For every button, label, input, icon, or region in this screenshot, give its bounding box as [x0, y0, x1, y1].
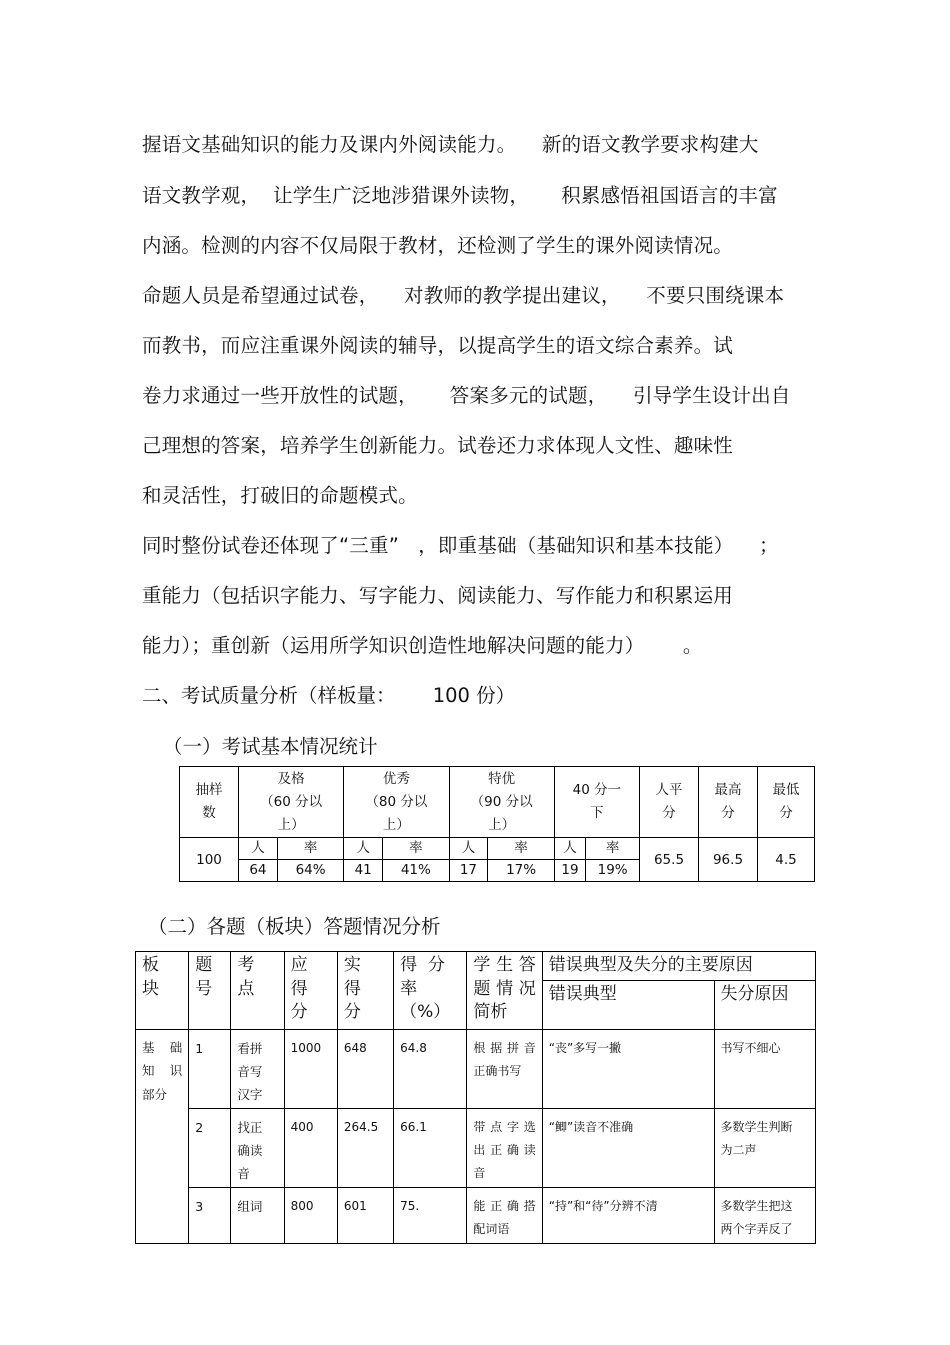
cell-below40-people: 19: [554, 860, 585, 882]
header-rate: 率: [488, 838, 554, 860]
header-score-rate: 得 分 率 （%）: [394, 952, 467, 1030]
paragraph-line: 语文教学观， 让学生广泛地涉猎课外读物， 积累感悟祖国语言的丰富: [142, 184, 778, 207]
cell-answer-analysis: 带点字选 出正确读 音: [467, 1108, 542, 1187]
header-typical-error: 错误典型: [542, 980, 714, 1029]
paragraph-line: 而教书，而应注重课外阅读的辅导，以提高学生的语文综合素养。试: [142, 334, 734, 357]
cell-actual-score: 264.5: [337, 1108, 393, 1187]
paragraph-line: 命题人员是希望通过试卷， 对教师的教学提出建议， 不要只围绕课本: [142, 284, 785, 307]
header-rate: 率: [277, 838, 343, 860]
header-min: 最低 分: [758, 767, 815, 838]
cell-outstanding-rate: 17%: [488, 860, 554, 882]
cell-typical-error: “丧”多写一撇: [542, 1029, 714, 1108]
cell-score-rate: 66.1: [394, 1108, 467, 1187]
exam-stats-table: [179, 766, 815, 882]
header-people: 人: [239, 838, 278, 860]
paragraph-line: 内涵。检测的内容不仅局限于教材，还检测了学生的课外阅读情况。: [142, 234, 734, 257]
paragraph-line: 重能力（包括识字能力、写字能力、阅读能力、写作能力和积累运用: [142, 584, 734, 607]
cell-excellent-people: 41: [344, 860, 383, 882]
header-errors-group: 错误典型及失分的主要原因: [542, 952, 815, 981]
cell-loss-reason: 书写不细心: [714, 1029, 816, 1108]
cell-min: 4.5: [758, 838, 815, 882]
header-answer-analysis: 学生答 题情况 简析: [467, 952, 542, 1030]
header-excellent: 优秀 （80 分以 上）: [344, 767, 449, 838]
paragraph-line: 同时整份试卷还体现了“三重” ，即重基础（基础知识和基本技能） ；: [142, 534, 779, 557]
cell-point: 组词: [231, 1187, 284, 1243]
paragraph-line: 和灵活性，打破旧的命题模式。: [142, 484, 418, 507]
header-people: 人: [449, 838, 488, 860]
header-max: 最高 分: [699, 767, 758, 838]
header-point: 考 点: [231, 952, 284, 1030]
paragraph-line: 卷力求通过一些开放性的试题， 答案多元的试题， 引导学生设计出自: [142, 384, 791, 407]
cell-score-rate: 64.8: [394, 1029, 467, 1108]
cell-typical-error: “鲫”读音不准确: [542, 1108, 714, 1187]
header-qno: 题 号: [189, 952, 231, 1030]
cell-due-score: 800: [284, 1187, 337, 1243]
subsection-heading: （一）考试基本情况统计: [163, 735, 378, 758]
cell-due-score: 400: [284, 1108, 337, 1187]
cell-actual-score: 648: [337, 1029, 393, 1108]
cell-outstanding-people: 17: [449, 860, 488, 882]
header-avg: 人平 分: [640, 767, 699, 838]
cell-pass-rate: 64%: [277, 860, 343, 882]
cell-below40-rate: 19%: [586, 860, 640, 882]
cell-actual-score: 601: [337, 1187, 393, 1243]
cell-excellent-rate: 41%: [383, 860, 449, 882]
header-block: 板 块: [136, 952, 189, 1030]
cell-sample: 100: [180, 838, 239, 882]
cell-block-name: 基础 知识 部分: [136, 1029, 189, 1243]
section-heading: 二、考试质量分析（样板量： 100 份）: [142, 684, 516, 707]
cell-answer-analysis: 能正确搭 配词语: [467, 1187, 542, 1243]
paragraph-line: 己理想的答案，培养学生创新能力。试卷还力求体现人文性、趣味性: [142, 434, 734, 457]
cell-point: 看拼 音写 汉字: [231, 1029, 284, 1108]
cell-avg: 65.5: [640, 838, 699, 882]
header-rate: 率: [383, 838, 449, 860]
cell-qno: 2: [189, 1108, 231, 1187]
header-loss-reason: 失分原因: [714, 980, 816, 1029]
cell-pass-people: 64: [239, 860, 278, 882]
header-actual-score: 实 得 分: [337, 952, 393, 1030]
cell-qno: 1: [189, 1029, 231, 1108]
header-below40: 40 分一 下: [554, 767, 639, 838]
header-due-score: 应 得 分: [284, 952, 337, 1030]
cell-score-rate: 75.: [394, 1187, 467, 1243]
header-people: 人: [344, 838, 383, 860]
cell-due-score: 1000: [284, 1029, 337, 1108]
cell-answer-analysis: 根据拼音 正确书写: [467, 1029, 542, 1108]
paragraph-line: 能力）；重创新（运用所学知识创造性地解决问题的能力） 。: [142, 634, 703, 657]
cell-loss-reason: 多数学生把这 两个字弄反了: [714, 1187, 816, 1243]
subsection-heading: （二）各题（板块）答题情况分析: [148, 915, 441, 938]
header-pass: 及格 （60 分以 上）: [239, 767, 344, 838]
question-analysis-table: [135, 951, 816, 1244]
cell-point: 找正 确读 音: [231, 1108, 284, 1187]
header-people: 人: [554, 838, 585, 860]
paragraph-line: 握语文基础知识的能力及课内外阅读能力。 新的语文教学要求构建大: [142, 133, 759, 156]
header-outstanding: 特优 （90 分以 上）: [449, 767, 554, 838]
header-rate: 率: [586, 838, 640, 860]
cell-loss-reason: 多数学生判断 为二声: [714, 1108, 816, 1187]
cell-max: 96.5: [699, 838, 758, 882]
cell-qno: 3: [189, 1187, 231, 1243]
header-sample: 抽样 数: [180, 767, 239, 838]
cell-typical-error: “持”和“待”分辨不清: [542, 1187, 714, 1243]
